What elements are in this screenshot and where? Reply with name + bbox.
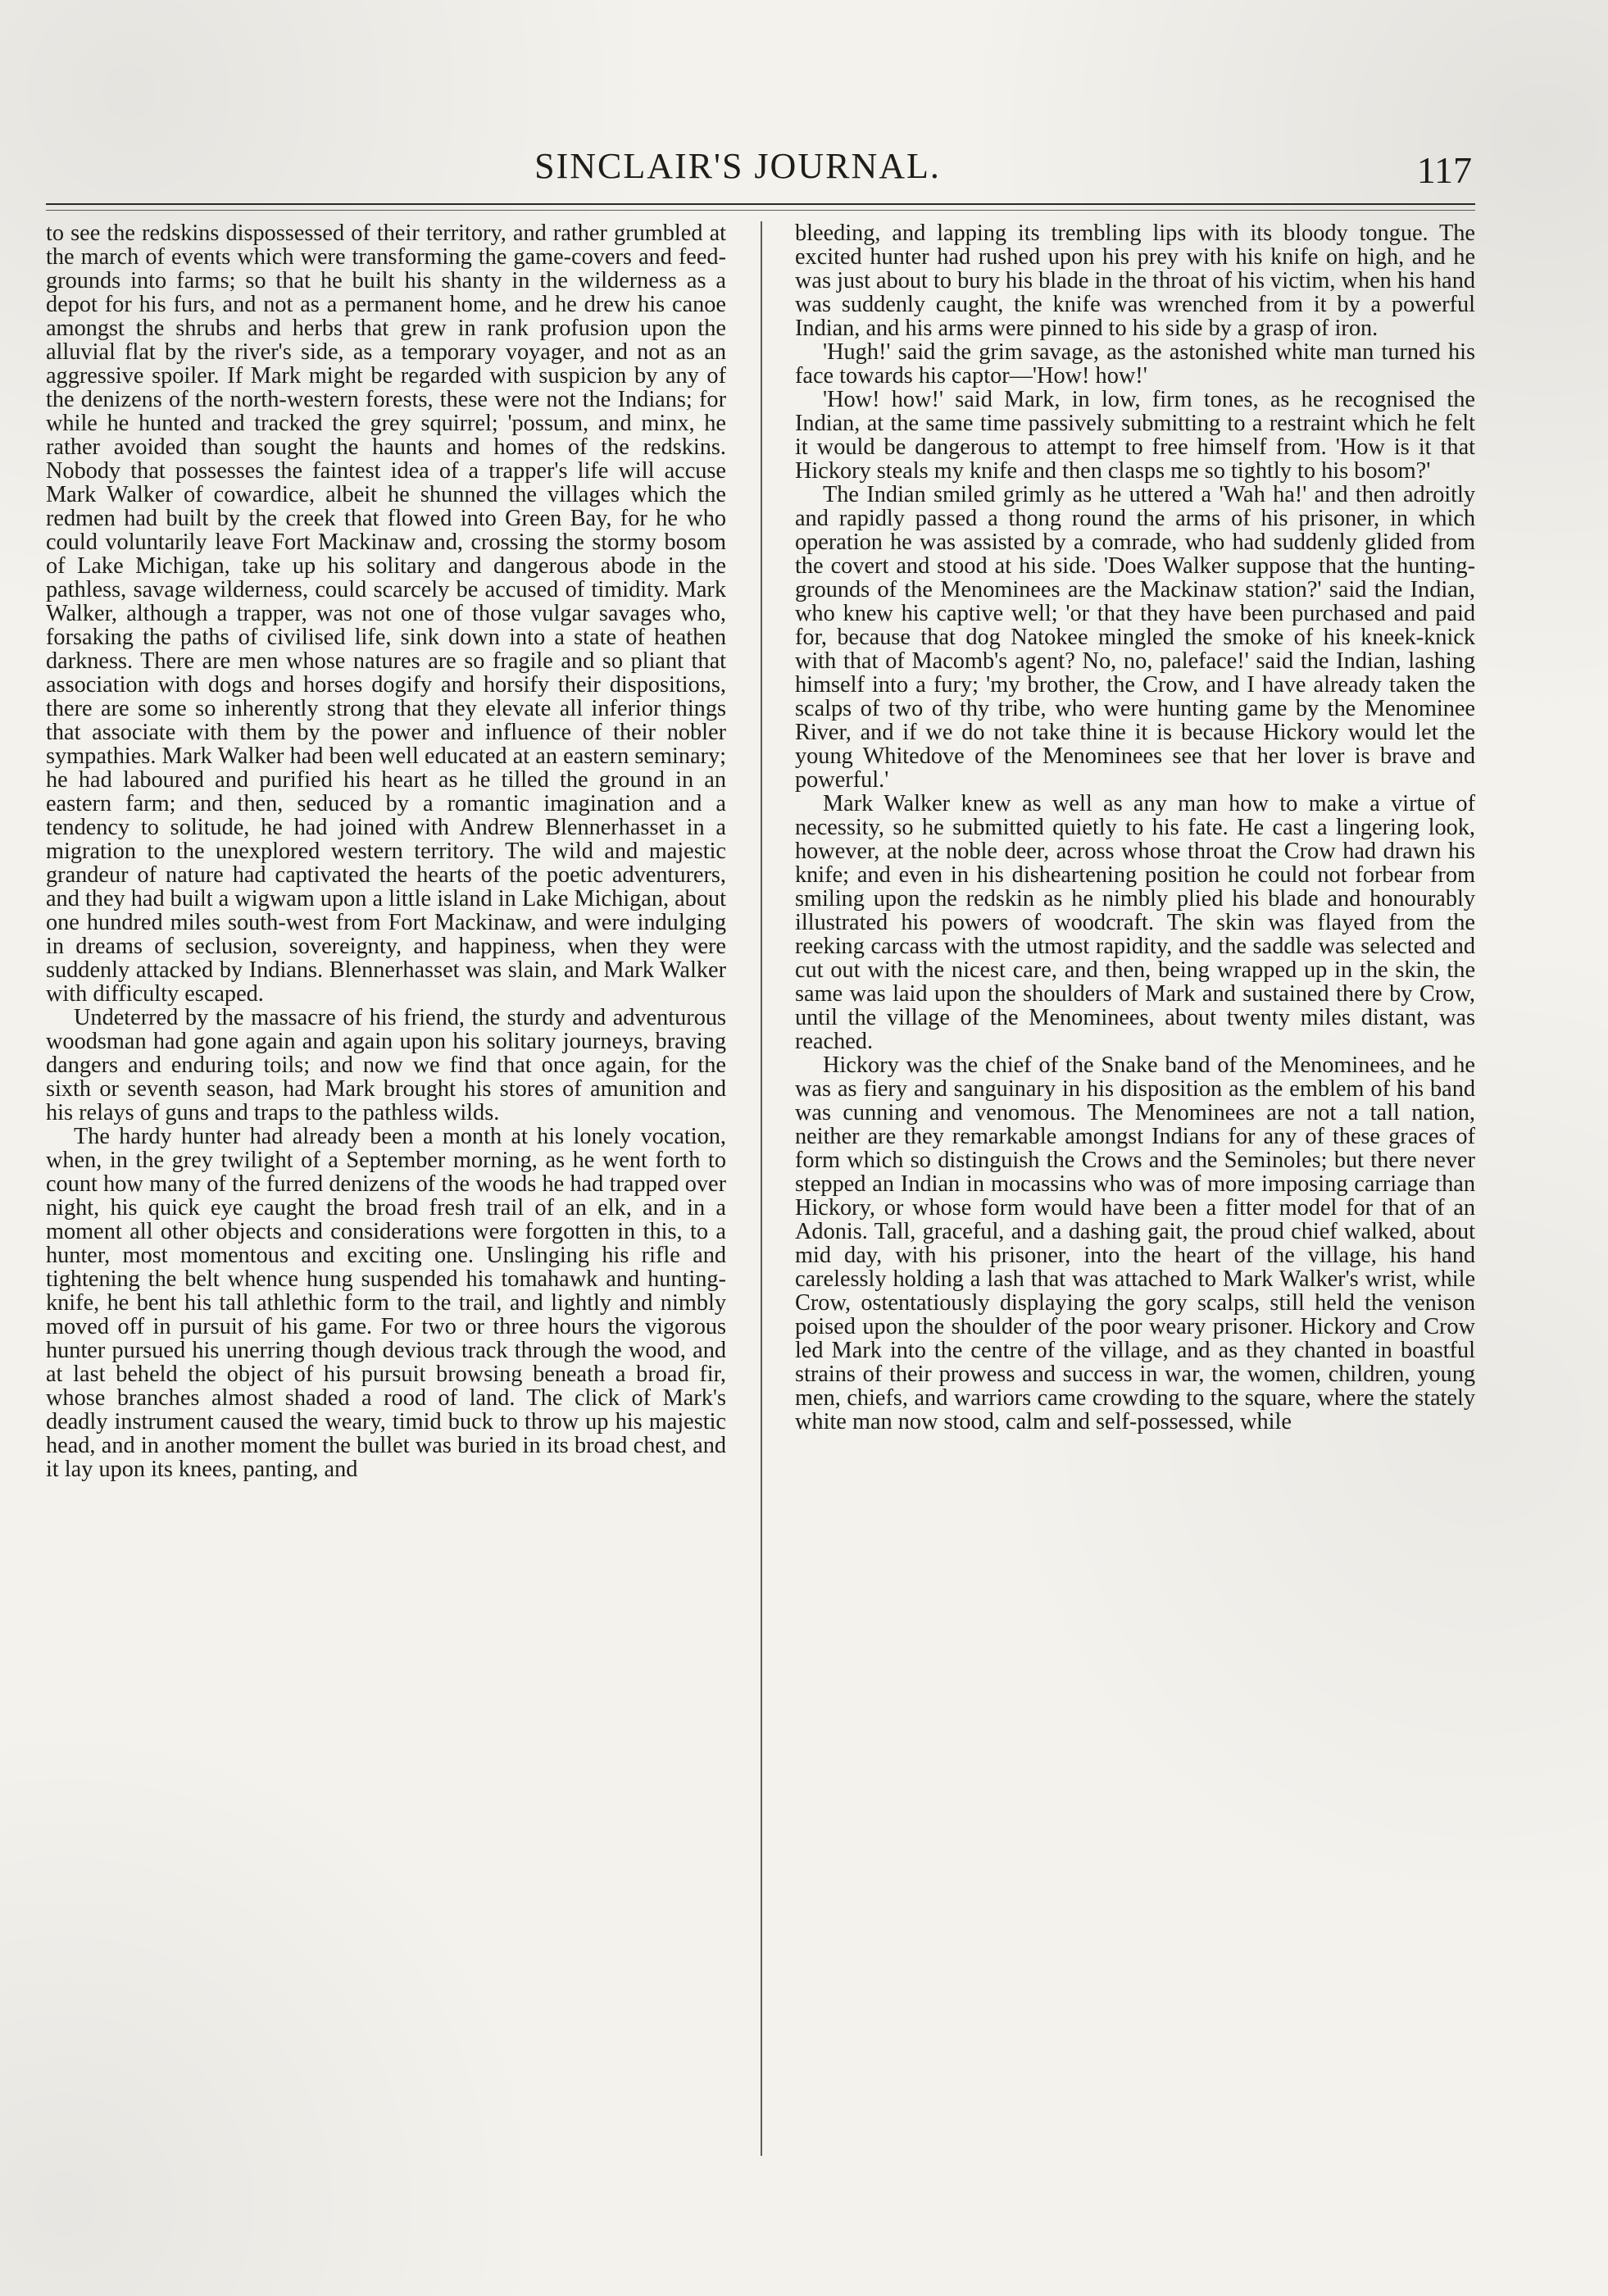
header-rule-thick xyxy=(46,203,1475,205)
left-column xyxy=(46,221,726,2156)
paragraph: The hardy hunter had already been a month at his lonely vocation, when, in the grey twilight of a September morning, as he went forth to count how many of the furred denizens of the woods he had trapped over night, his quick eye caught the broad fresh trail of an elk, and in a moment all other objects and considerations were forgotten in this, to a hunter, most momentous and exciting one. Unslinging his rifle and tightening the belt whence hung suspended his tomahawk and hunting-knife, he bent his tall athlethic form to the trail, and lightly and nimbly moved off in pursuit of his game. For two or three hours the vigorous hunter pursued his unerring though devious track through the wood, and at last beheld the object of his pursuit browsing beneath a broad fir, whose branches almost shaded a rood of land. The click of Mark's deadly instrument caused the weary, timid buck to throw up his majestic head, and in another moment the bullet was buried in its broad chest, and it lay upon its knees, panting, and xyxy=(46,1124,726,1482)
paragraph: The Indian smiled grimly as he uttered a 'Wah ha!' and then adroitly and rapidly passed a thong round the arms of his prisoner, in which operation he was assisted by a comrade, who had suddenly glided from the covert and stood at his side. 'Does Walker suppose that the hunting-grounds of the Menominees are the Mackinaw station?' said the Indian, who knew his captive well; 'or that they have been purchased and paid for, because that dog Natokee mingled the smoke of his kneek-knick with that of Macomb's agent? No, no, paleface!' said the Indian, lashing himself into a fury; 'my brother, the Crow, and I have already taken the scalps of two of thy tribe, who were hunting game by the Menominee River, and if we do not take thine it is because Hickory would let the young Whitedove of the Menominees see that her lover is brave and powerful.' xyxy=(795,482,1475,793)
header-rule-thin xyxy=(46,210,1475,211)
page-number: 117 xyxy=(1416,149,1472,191)
journal-title: SINCLAIR'S JOURNAL. xyxy=(534,146,941,186)
paragraph: 'Hugh!' said the grim savage, as the astonished white man turned his face towards his captor—'How! how!' xyxy=(795,339,1475,389)
paragraph: bleeding, and lapping its trembling lips with its bloody tongue. The excited hunter had rushed upon his prey with his knife on high, and he was just about to bury his blade in the throat of his victim, when his hand was suddenly caught, the knife was wrenched from it by a powerful Indian, and his arms were pinned to his side by a grasp of iron. xyxy=(795,221,1475,341)
paragraph: Mark Walker knew as well as any man how to make a virtue of necessity, so he submitted quietly to his fate. He cast a lingering look, however, at the noble deer, across whose throat the Crow had drawn his knife; and even in his disheartening position he could not forbear from smiling upon the redskin as he nimbly plied his blade and honourably illustrated his powers of woodcraft. The skin was flayed from the reeking carcass with the utmost rapidity, and the saddle was selected and cut out with the nicest care, and then, being wrapped up in the skin, the same was laid upon the shoulders of Mark and sustained there by Crow, until the village of the Menominees, about twenty miles distant, was reached. xyxy=(795,791,1475,1054)
paragraph: Undeterred by the massacre of his friend, the sturdy and adventurous woodsman had gone again and again upon his solitary journeys, braving dangers and enduring toils; and now we find that once again, for the sixth or seventh season, had Mark brought his stores of amunition and his relays of guns and traps to the pathless wilds. xyxy=(46,1005,726,1125)
paragraph: to see the redskins dispossessed of their territory, and rather grumbled at the march of events which were transforming the game-covers and feed-grounds into farms; so that he built his shanty in the wilderness as a depot for his furs, and not as a permanent home, and he drew his canoe amongst the shrubs and herbs that grew in rank profusion upon the alluvial flat by the river's side, as a temporary voyager, and not as an aggressive spoiler. If Mark might be regarded with suspicion by any of the denizens of the north-western forests, these were not the Indians; for while he hunted and tracked the grey squirrel; 'possum, and minx, he rather avoided than sought the haunts and homes of the redskins. Nobody that possesses the faintest idea of a trapper's life will accuse Mark Walker of cowardice, albeit he shunned the villages which the redmen had built by the creek that flowed into Green Bay, for he who could voluntarily leave Fort Mackinaw and, crossing the stormy bosom of Lake Michigan, take up his solitary and dangerous abode in the pathless, savage wilderness, could scarcely be accused of timidity. Mark Walker, although a trapper, was not one of those vulgar savages who, forsaking the paths of civilised life, sink down into a state of heathen darkness. There are men whose natures are so fragile and so pliant that association with dogs and horses dogify and horsify their dispositions, there are some so inherently strong that they elevate all inferior things that associate with them by the power and influence of their nobler sympathies. Mark Walker had been well educated at an eastern seminary; he had laboured and purified his heart as he tilled the ground in an eastern farm; and then, seduced by a romantic imagination and a tendency to solitude, he had joined with Andrew Blennerhasset in a migration to the unexplored western territory. The wild and majestic grandeur of nature had captivated the hearts of the poetic adventurers, and they had built a wigwam upon a little island in Lake Michigan, about one hundred miles south-west from Fort Mackinaw, and were indulging in dreams of seclusion, sovereignty, and happiness, when they were suddenly attacked by Indians. Blennerhasset was slain, and Mark Walker with difficulty escaped. xyxy=(46,221,726,1007)
article-columns xyxy=(46,221,1475,2156)
page-header xyxy=(0,0,1608,221)
column-divider xyxy=(761,221,762,2156)
paragraph: 'How! how!' said Mark, in low, firm tones, as he recognised the Indian, at the same time passively submitting to a restraint which he felt it would be dangerous to attempt to free himself from. 'How is it that Hickory steals my knife and then clasps me so tightly to his bosom?' xyxy=(795,387,1475,484)
paragraph: Hickory was the chief of the Snake band of the Menominees, and he was as fiery and sanguinary in his disposition as the emblem of his band was cunning and venomous. The Menominees are not a tall nation, neither are they remarkable amongst Indians for any of these graces of form which so distinguish the Crows and the Seminoles; but there never stepped an Indian in mocassins who was of more imposing carriage than Hickory, or whose form would have been a fitter model for that of an Adonis. Tall, graceful, and a dashing gait, the proud chief walked, about mid day, with his prisoner, into the heart of the village, his hand carelessly holding a lash that was attached to Mark Walker's wrist, while Crow, ostentatiously displaying the gory scalps, still held the venison poised upon the shoulder of the poor weary prisoner. Hickory and Crow led Mark into the centre of the village, and as they chanted in boastful strains of their prowess and success in war, the women, children, young men, chiefs, and warriors came crowding to the square, where the stately white man now stood, calm and self-possessed, while xyxy=(795,1053,1475,1434)
right-column xyxy=(795,221,1475,2156)
